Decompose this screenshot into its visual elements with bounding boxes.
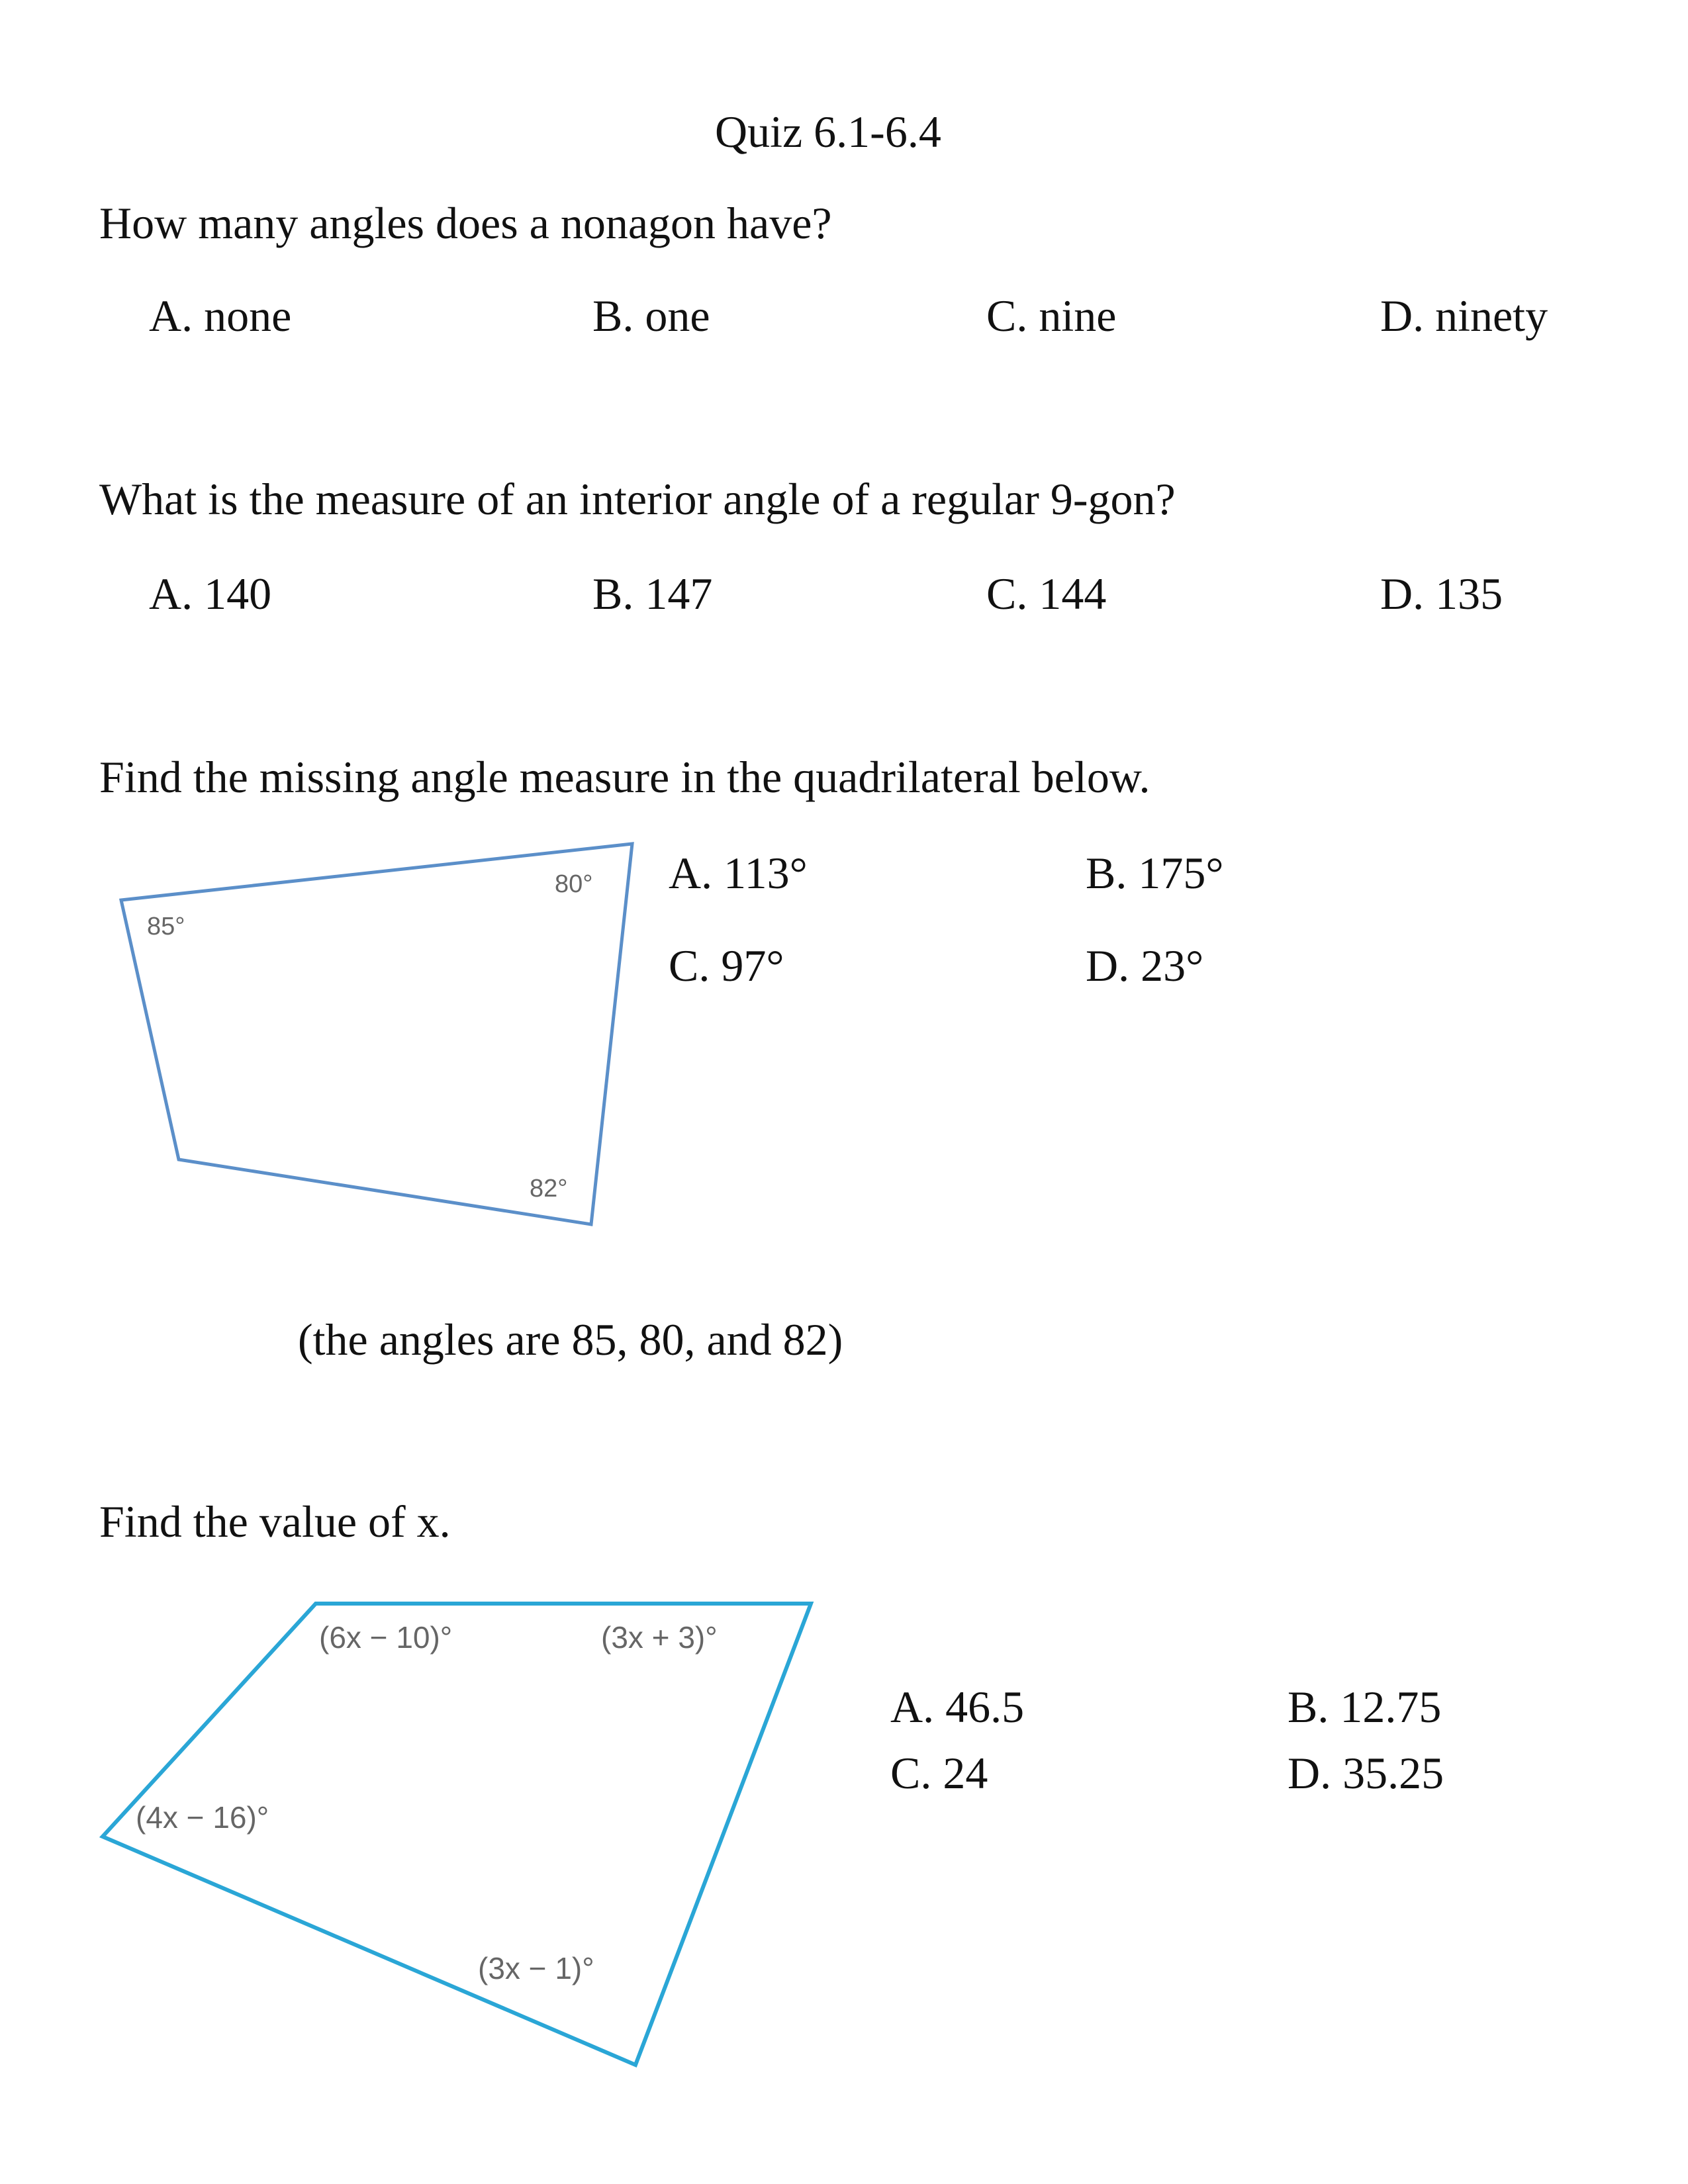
angle-label-82: 82° [530, 1175, 568, 1203]
angle-label-4x-minus-16: (4x − 16)° [136, 1800, 269, 1835]
q4-choice-c[interactable]: C. 24 [890, 1748, 988, 1798]
angle-label-85: 85° [147, 913, 185, 940]
angle-label-3x-plus-3: (3x + 3)° [601, 1620, 718, 1655]
q4-choice-a[interactable]: A. 46.5 [890, 1682, 1025, 1732]
q2-choice-a[interactable]: A. 140 [149, 569, 272, 619]
q3-choice-b[interactable]: B. 175° [1086, 848, 1224, 898]
q2-choice-d[interactable]: D. 135 [1380, 569, 1503, 619]
q3-choice-c[interactable]: C. 97° [669, 940, 784, 991]
q3-choice-a[interactable]: A. 113° [669, 848, 808, 898]
q2-choice-c[interactable]: C. 144 [986, 569, 1107, 619]
angle-label-80: 80° [555, 870, 593, 898]
q3-note: (the angles are 85, 80, and 82) [298, 1314, 843, 1365]
q2-choice-b[interactable]: B. 147 [592, 569, 713, 619]
q3-choice-d[interactable]: D. 23° [1086, 940, 1204, 991]
question-3-prompt: Find the missing angle measure in the quadrilateral below. [99, 752, 1150, 802]
q1-choice-b[interactable]: B. one [592, 291, 710, 341]
question-4-prompt: Find the value of x. [99, 1496, 451, 1547]
q4-choice-d[interactable]: D. 35.25 [1288, 1748, 1444, 1798]
quiz-title: Quiz 6.1-6.4 [715, 107, 941, 157]
quadrilateral-2-shape [103, 1604, 811, 2065]
question-2-prompt: What is the measure of an interior angle of a regular 9-gon? [99, 474, 1176, 524]
q1-choice-d[interactable]: D. ninety [1380, 291, 1548, 341]
angle-label-6x-minus-10: (6x − 10)° [319, 1620, 453, 1655]
question-1-prompt: How many angles does a nonagon have? [99, 198, 832, 248]
angle-label-3x-minus-1: (3x − 1)° [478, 1951, 594, 1985]
q1-choice-a[interactable]: A. none [149, 291, 292, 341]
q4-choice-b[interactable]: B. 12.75 [1288, 1682, 1442, 1732]
quadrilateral-1-shape [121, 844, 632, 1224]
q1-choice-c[interactable]: C. nine [986, 291, 1117, 341]
